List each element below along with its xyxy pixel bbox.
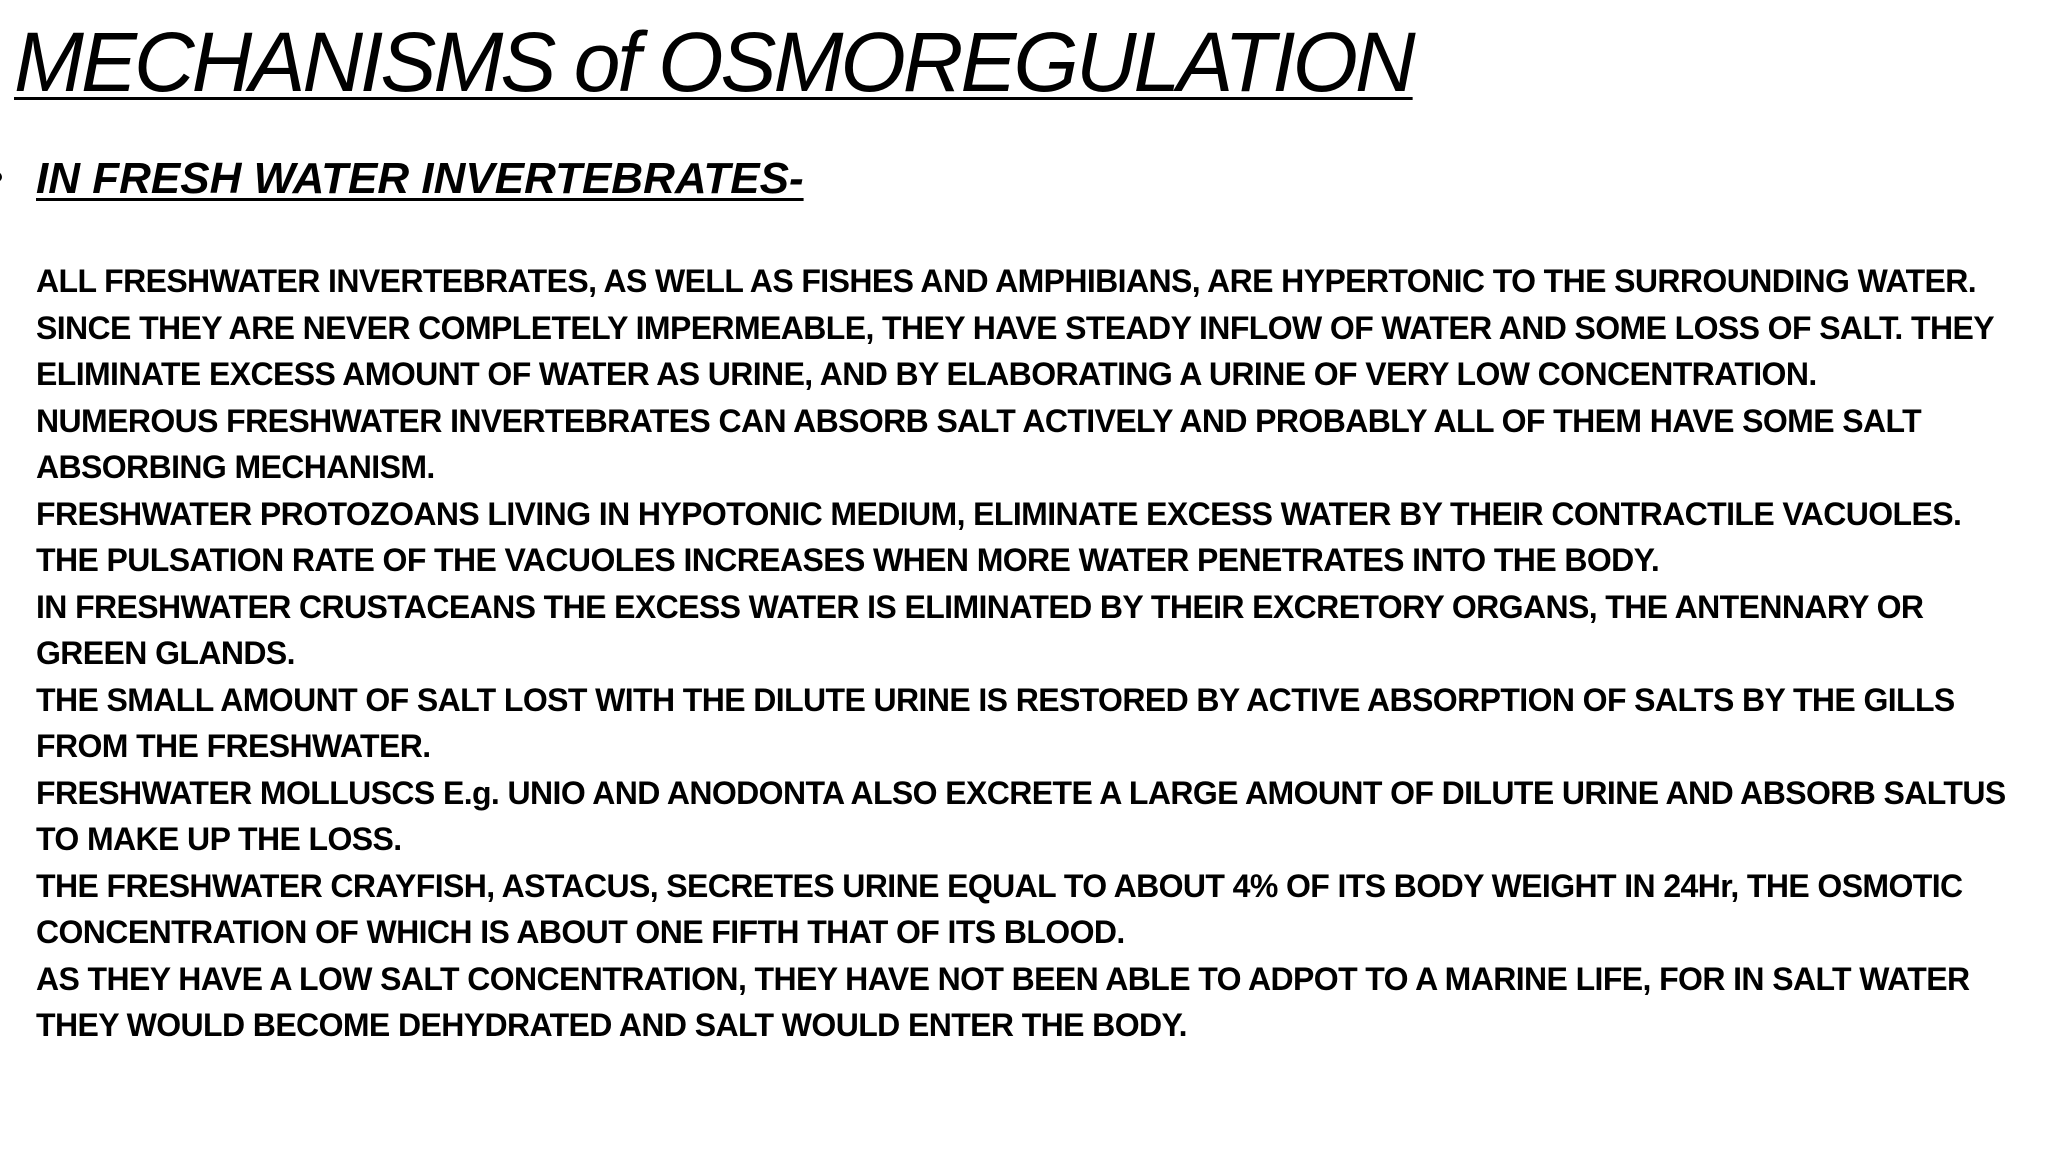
- paragraph: ALL FRESHWATER INVERTEBRATES, AS WELL AS FISHES AND AMPHIBIANS, ARE HYPERTONIC TO THE SURROUNDING WATER. SINCE THEY ARE NEVER COMPLETELY IMPERMEABLE, THEY HAVE STEADY INFLOW OF WATER AND SOME LOSS OF SALT. THEY ELIMINATE EXCESS AMOUNT OF WATER AS URINE, AND BY ELABORATING A URINE OF VERY LOW CONCENTRATION.: [36, 263, 1994, 392]
- body-text: [36, 258, 2026, 1049]
- bullet-icon: [0, 172, 2, 182]
- paragraph: THE FRESHWATER CRAYFISH, ASTACUS, SECRETES URINE EQUAL TO ABOUT 4% OF ITS BODY WEIGHT IN 24Hr, THE OSMOTIC CONCENTRATION OF WHICH IS ABOUT ONE FIFTH THAT OF ITS BLOOD.: [36, 867, 1963, 950]
- paragraph: FRESHWATER MOLLUSCS E.g. UNIO AND ANODONTA ALSO EXCRETE A LARGE AMOUNT OF DILUTE URINE AND ABSORB SALTUS TO MAKE UP THE LOSS.: [36, 774, 2006, 857]
- paragraph: FRESHWATER PROTOZOANS LIVING IN HYPOTONIC MEDIUM, ELIMINATE EXCESS WATER BY THEIR CONTRACTILE VACUOLES. THE PULSATION RATE OF THE VACUOLES INCREASES WHEN MORE WATER PENETRATES INTO THE BODY.: [36, 495, 1962, 578]
- slide-title: MECHANISMS of OSMOREGULATION: [14, 15, 1413, 109]
- section-heading: IN FRESH WATER INVERTEBRATES-: [36, 154, 804, 203]
- paragraph: IN FRESHWATER CRUSTACEANS THE EXCESS WATER IS ELIMINATED BY THEIR EXCRETORY ORGANS, THE ANTENNARY OR GREEN GLANDS.: [36, 588, 1924, 671]
- paragraph: THE SMALL AMOUNT OF SALT LOST WITH THE DILUTE URINE IS RESTORED BY ACTIVE ABSORPTION OF SALTS BY THE GILLS FROM THE FRESHWATER.: [36, 681, 1955, 764]
- paragraph: AS THEY HAVE A LOW SALT CONCENTRATION, THEY HAVE NOT BEEN ABLE TO ADPOT TO A MARINE LIFE, FOR IN SALT WATER THEY WOULD BECOME DEHYDRATED AND SALT WOULD ENTER THE BODY.: [36, 960, 1970, 1043]
- paragraph: NUMEROUS FRESHWATER INVERTEBRATES CAN ABSORB SALT ACTIVELY AND PROBABLY ALL OF THEM HAVE SOME SALT ABSORBING MECHANISM.: [36, 402, 1922, 485]
